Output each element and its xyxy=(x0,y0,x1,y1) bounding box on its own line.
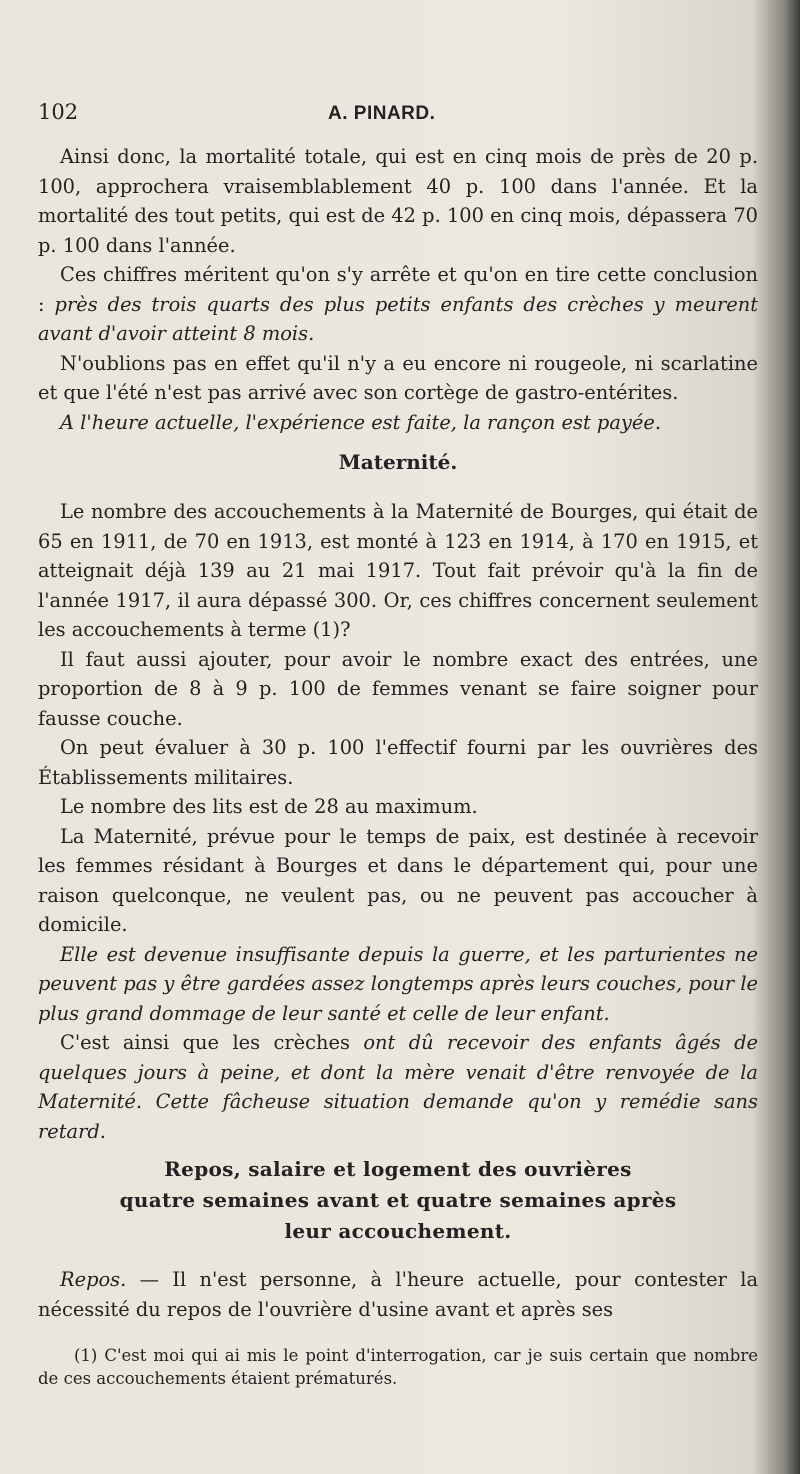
paragraph-ransom: A l'heure actuelle, l'expérience est faite, la rançon est payée. xyxy=(60,410,661,434)
paragraph-repos xyxy=(38,1265,758,1324)
paragraph-births: Le nombre des accouchements à la Maternité de Bourges, qui était de 65 en 1911, de 70 en 1913, est monté à 123 en 1914, à 170 en 1915, et atteignait déjà 139 au 21 mai 1917. Tout fait prévoir qu'à la fin de l'année 1917, il aura dépassé 300. Or, ces chiffres concernent seulement les accouchements à terme (1)? xyxy=(38,500,758,641)
section-title-line-2: quatre semaines avant et quatre semaines après xyxy=(119,1188,677,1212)
footnote: (1) C'est moi qui ai mis le point d'interrogation, car je suis certain que nombre de ces accouchements étaient prématurés. xyxy=(38,1346,758,1388)
creches-text: C'est ainsi que les crèches xyxy=(60,1031,364,1054)
conclusion-text: Ces chiffres méritent qu'on s'y arrête et qu'on en tire cette conclusion : xyxy=(38,263,758,316)
section-title-line-1: Repos, salaire et logement des ouvrières xyxy=(164,1157,632,1181)
paragraph-mortality: Ainsi donc, la mortalité totale, qui est en cinq mois de près de 20 p. 100, approchera vraisemblablement 40 p. 100 dans l'année. Et la mortalité des tout petits, qui est de 42 p. 100 en cinq mois, dépassera 70 p. 100 dans l'année. xyxy=(38,145,758,257)
paragraph-miscarriage: Il faut aussi ajouter, pour avoir le nombre exact des entrées, une proportion de 8 à 9 p. 100 de femmes venant se faire soigner pour fausse couche. xyxy=(38,647,758,730)
repos-lead: Repos. xyxy=(60,1268,127,1291)
running-head: A. PINARD. xyxy=(328,103,436,124)
section-title-line-3: leur accouchement. xyxy=(284,1219,512,1243)
paragraph-purpose: La Maternité, prévue pour le temps de paix, est destinée à recevoir les femmes résidant à Bourges et dans le département qui, pour une raison quelconque, ne veulent pas, ou ne peuvent pas accoucher à domicile. xyxy=(38,824,758,936)
paragraph-beds: Le nombre des lits est de 28 au maximum. xyxy=(60,795,478,818)
page-content xyxy=(38,100,758,1390)
conclusion-emphasis: près des trois quarts des plus petits enfants des crèches y meurent avant d'avoir atteint 8 mois. xyxy=(38,292,758,345)
section-title-repos xyxy=(38,1154,758,1247)
page-header xyxy=(38,100,758,134)
paragraph-insufficient: Elle est devenue insuffisante depuis la guerre, et les parturientes ne peuvent pas y être gardées assez longtemps après leurs couches, pour le plus grand dommage de leur santé et celle de leur enfant. xyxy=(38,942,758,1025)
paragraph-diseases: N'oublions pas en effet qu'il n'y a eu encore ni rougeole, ni scarlatine et que l'été n'est pas arrivé avec son cortège de gastro-entérites. xyxy=(38,351,758,404)
paragraph-conclusion xyxy=(38,260,758,349)
repos-text: — Il n'est personne, à l'heure actuelle, pour contester la nécessité du repos de l'ouvrière d'usine avant et après ses xyxy=(38,1268,758,1321)
creches-emphasis: ont dû recevoir des enfants âgés de quelques jours à peine, et dont la mère venait d'être renvoyée de la Maternité. Cette fâcheuse situation demande qu'on y remédie sans retard. xyxy=(38,1031,758,1143)
page-number: 102 xyxy=(38,100,79,124)
paragraph-creches xyxy=(38,1028,758,1146)
section-title-maternite: Maternité. xyxy=(338,450,458,474)
paragraph-workers: On peut évaluer à 30 p. 100 l'effectif fourni par les ouvrières des Établissements militaires. xyxy=(38,736,758,789)
